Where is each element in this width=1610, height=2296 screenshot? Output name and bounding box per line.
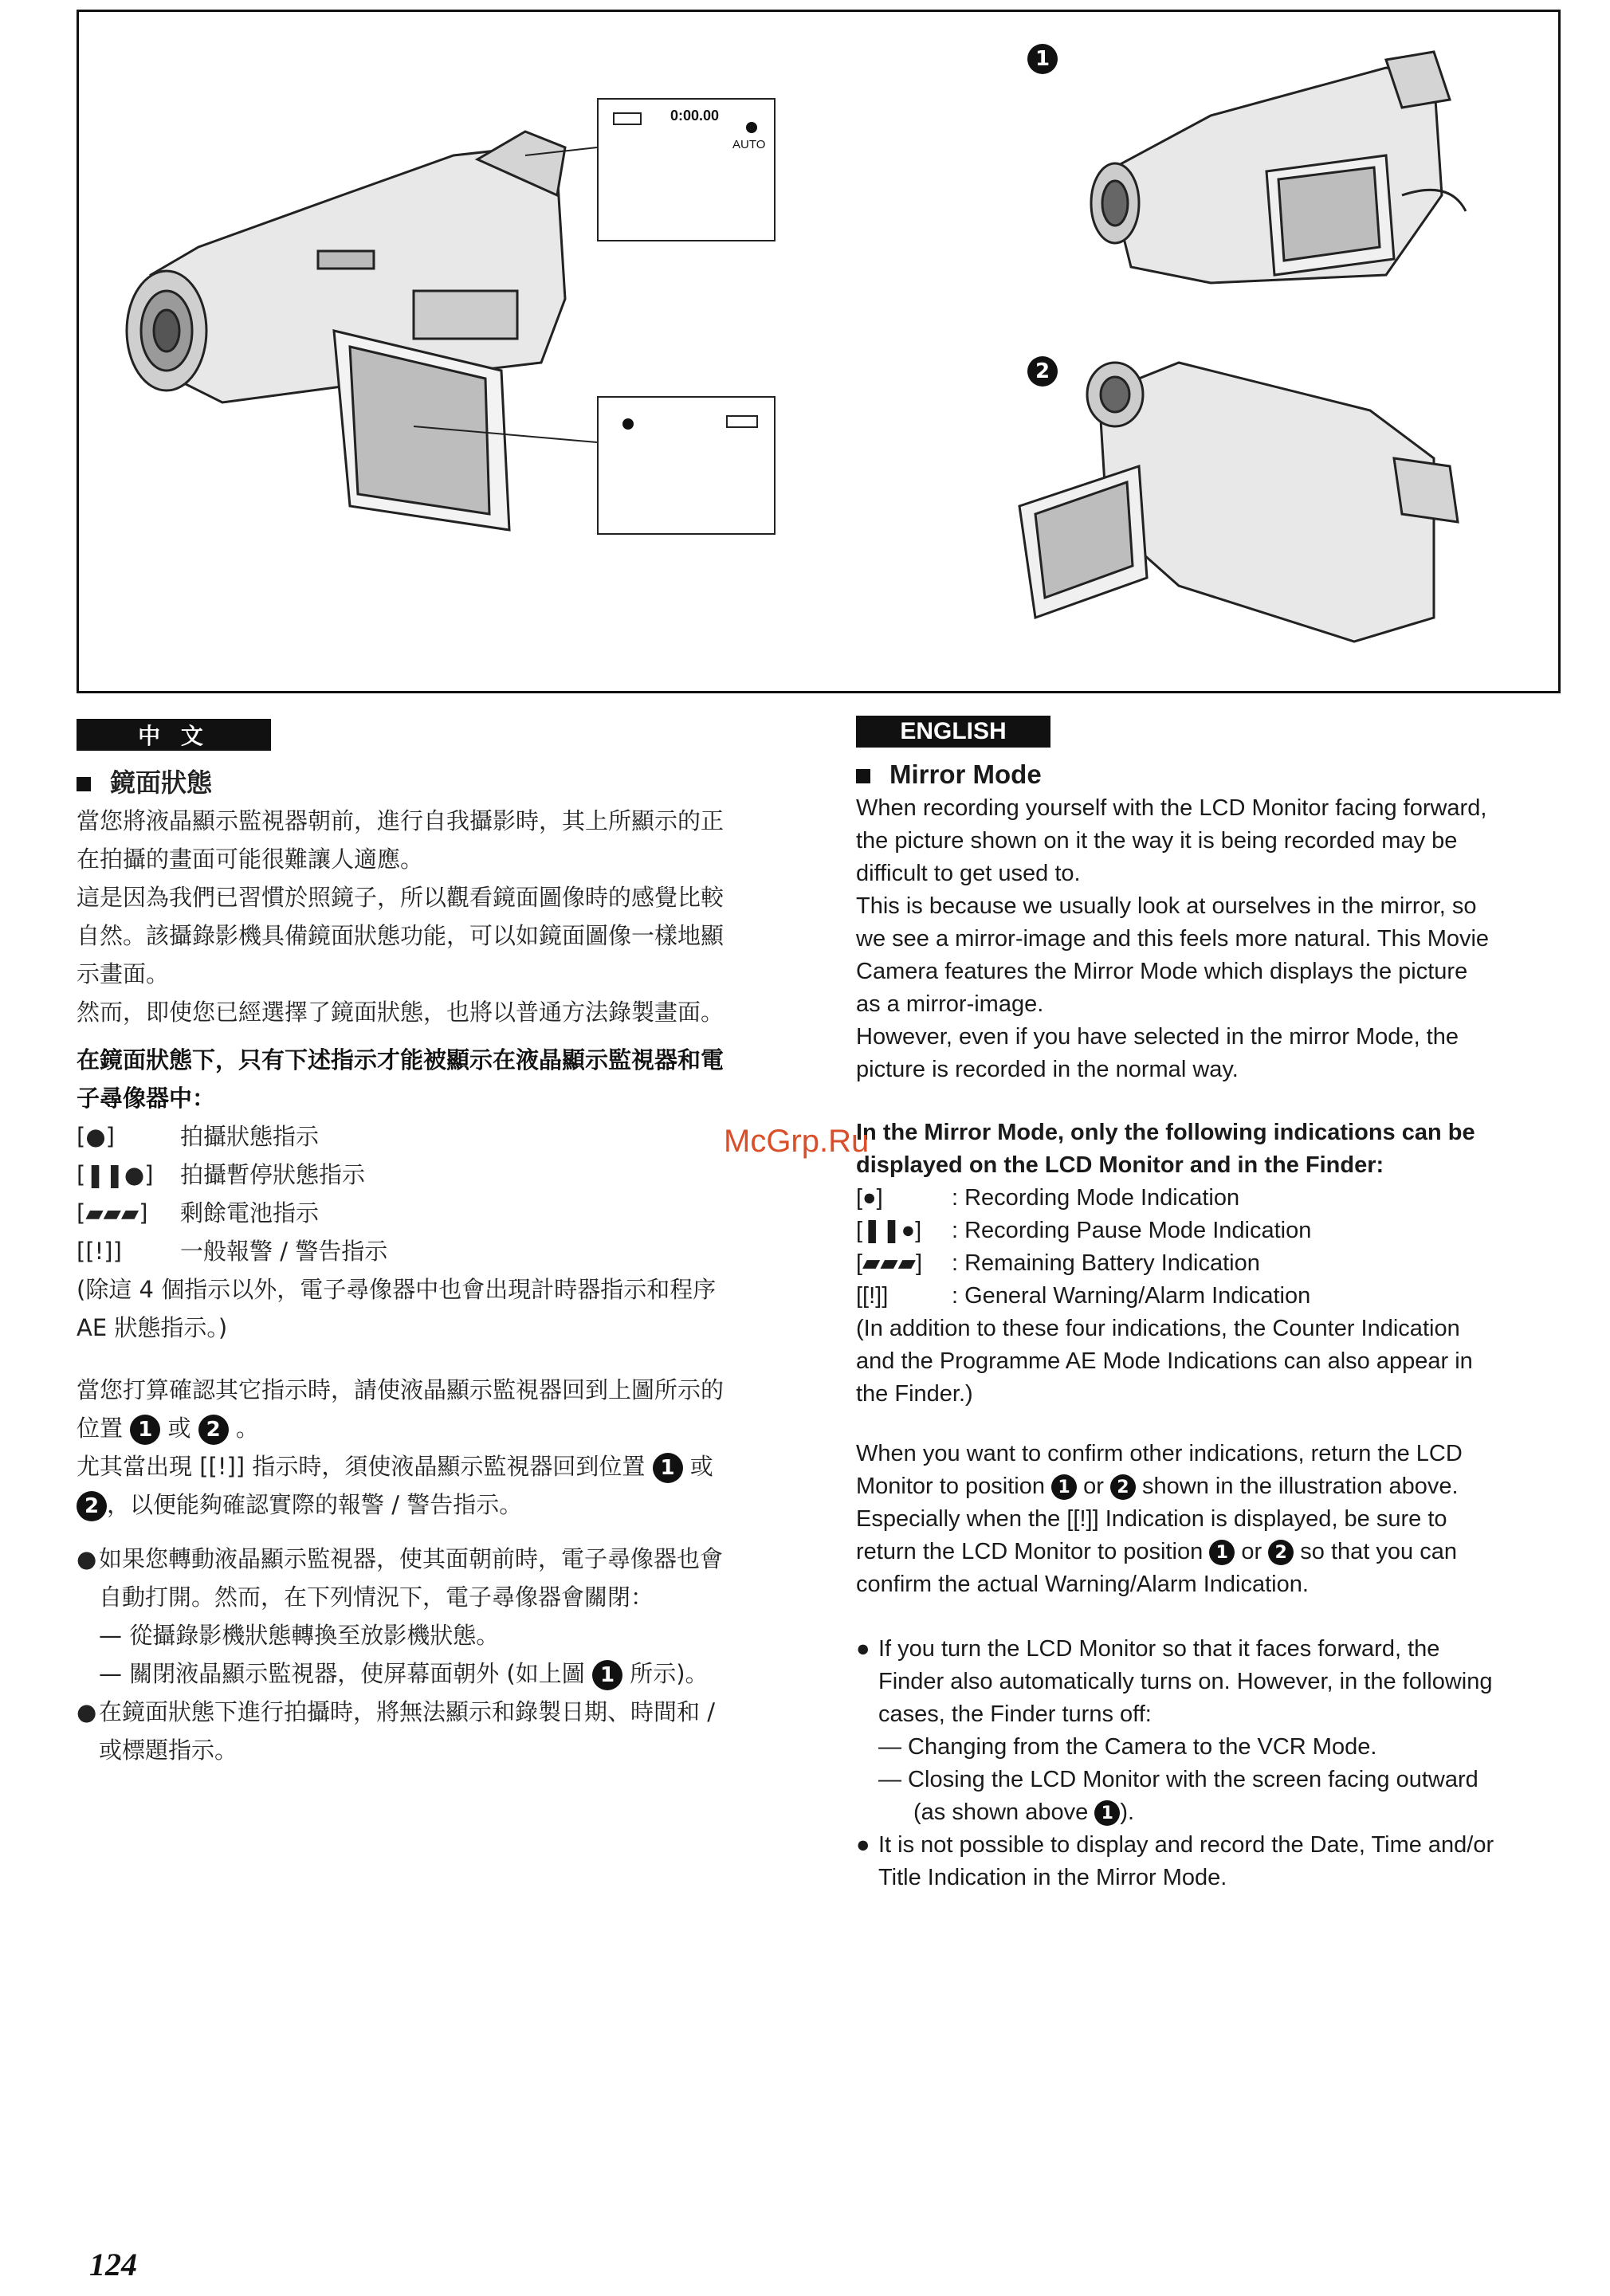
en-text: or [1083,1474,1104,1499]
marker-2-ref: 2 [77,1491,107,1521]
mode-readout: AUTO [732,138,766,151]
en-confirm-line [856,1470,1573,1503]
en-confirm-line: Especially when the [[!]] Indication is displayed, be sure to [856,1506,1447,1532]
marker-1-ref: 1 [1051,1474,1077,1500]
main-camcorder [127,131,565,530]
indication-text: 拍攝狀態指示 [180,1123,320,1150]
indication-symbol: [●] [856,1185,883,1211]
chinese-badge: 中 文 [77,719,271,751]
zh-confirm-line: 位置 1 或 2 。 [77,1409,794,1447]
zh-indications-heading: 子尋像器中： [77,1085,216,1112]
en-text: It is not possible to display and record the Date, Time and/or [878,1832,1494,1858]
zh-intro-line: 示畫面。 [77,960,170,987]
zh-confirm-line [77,1486,794,1524]
en-intro-line: This is because we usually look at ourselves in the mirror, so [856,893,1477,919]
recording-dot-icon [746,122,757,133]
zh-intro-line: 自然。該攝錄影機具備鏡面狀態功能，可以如鏡面圖像一樣地顯 [77,922,724,949]
en-text: — Closing the LCD Monitor with the screen facing outward [878,1767,1478,1792]
battery-icon [613,112,642,125]
indication-symbol: [[!]] [856,1283,889,1309]
zh-confirm-line: 當您打算確認其它指示時，請使液晶顯示監視器回到上圖所示的 [77,1376,724,1403]
indication-symbol: [❚❚●] [856,1218,922,1243]
marker-2-ref: 2 [1268,1540,1294,1565]
en-indication-row [856,1247,1573,1280]
english-badge: ENGLISH [856,716,1050,748]
en-text: ). [1120,1800,1135,1825]
indication-symbol: [●] [77,1123,115,1150]
en-intro-line: we see a mirror-image and this feels more natural. This Movie [856,926,1490,952]
chinese-heading [77,763,794,802]
en-indication-row [856,1182,1573,1215]
zh-note-line: AE 狀態指示。) [77,1314,228,1341]
en-bullet: ● If you turn the LCD Monitor so that it faces forward, the Finder also automatically turns on. However, in the following cases, the Finder turns off: — Changing from the Camera to the VCR Mode. — Closing the LCD Monitor with the screen facing outward (as shown above 1 ). [856,1633,1573,1829]
camcorder-position-2 [1019,363,1458,642]
zh-indications-heading: 在鏡面狀態下，只有下述指示才能被顯示在液晶顯示監視器和電 [77,1046,724,1073]
en-text: Monitor to position [856,1474,1045,1499]
en-text: shown in the illustration above. [1142,1474,1459,1499]
zh-indication-row [77,1194,794,1232]
marker-1-ref: 1 [592,1660,622,1690]
zh-text: 或 [167,1415,191,1442]
english-heading-text: Mirror Mode [889,759,1042,789]
figure-frame [77,10,1561,693]
battery-icon [726,415,758,428]
indication-text: : Remaining Battery Indication [952,1250,1260,1276]
indication-text: 拍攝暫停狀態指示 [180,1161,366,1188]
en-text: (as shown above [913,1800,1089,1825]
camcorder-position-1 [1091,52,1466,283]
chinese-section [77,763,794,1769]
en-indication-row [856,1280,1573,1313]
english-section [856,757,1573,1894]
marker-1-ref: 1 [653,1453,683,1483]
zh-text: 如果您轉動液晶顯示監視器，使其面朝前時，電子尋像器也會 [99,1545,724,1572]
zh-confirm-line [77,1447,794,1486]
marker-1-ref: 1 [1094,1800,1120,1826]
zh-intro-line: 在拍攝的畫面可能很難讓人適應。 [77,846,424,873]
indication-text: : General Warning/Alarm Indication [952,1283,1311,1309]
screen-inset-top [597,98,776,241]
marker-1-ref: 1 [130,1415,160,1445]
zh-text: 或標題指示。 [99,1737,238,1764]
en-note-line: the Finder.) [856,1381,973,1407]
zh-bullet: ● 在鏡面狀態下進行拍攝時，將無法顯示和錄製日期、時間和 / 或標題指示。 [77,1693,794,1769]
zh-text: 尤其當出現 [[!]] 指示時，須使液晶顯示監視器回到位置 [77,1453,646,1480]
en-intro-line: as a mirror-image. [856,991,1044,1017]
marker-2-ref: 2 [1110,1474,1136,1500]
zh-text: 自動打開。然而，在下列情況下，電子尋像器會關閉： [99,1584,654,1611]
indication-text: 剩餘電池指示 [180,1199,320,1226]
en-text: return the LCD Monitor to position [856,1539,1204,1564]
en-intro-line: However, even if you have selected in the mirror Mode, the [856,1024,1459,1050]
en-text: If you turn the LCD Monitor so that it faces forward, the [878,1636,1440,1662]
zh-intro-line: 這是因為我們已習慣於照鏡子，所以觀看鏡面圖像時的感覺比較 [77,884,724,911]
timecode-readout: 0:00.00 [670,108,720,124]
zh-text: 位置 [77,1415,124,1442]
zh-text: 在鏡面狀態下進行拍攝時，將無法顯示和錄製日期、時間和 / [99,1698,715,1725]
marker-1-ref: 1 [1209,1540,1235,1565]
en-intro-line: difficult to get used to. [856,861,1081,886]
en-text: cases, the Finder turns off: [878,1701,1152,1727]
en-confirm-line: When you want to confirm other indications, return the LCD [856,1441,1463,1466]
en-text: so that you can [1300,1539,1457,1564]
indication-symbol: [▰▰▰] [77,1199,148,1226]
en-indications-heading: In the Mirror Mode, only the following indications can be [856,1120,1475,1145]
indication-symbol: [▰▰▰] [856,1250,923,1276]
en-intro-line: Camera features the Mirror Mode which displays the picture [856,959,1468,984]
en-note-line: (In addition to these four indications, the Counter Indication [856,1316,1460,1341]
zh-intro-line: 當您將液晶顯示監視器朝前，進行自我攝影時，其上所顯示的正 [77,807,724,834]
zh-bullet: ● 如果您轉動液晶顯示監視器，使其面朝前時，電子尋像器也會 自動打開。然而，在下列情況下，電子尋像器會關閉： — 從攝錄影機狀態轉換至放影機狀態。 — 關閉液晶顯示監視器，使屏幕面朝外 (如上圖 1 所示)。 [77,1540,794,1693]
camcorder-illustration [79,12,1558,691]
en-confirm-line [856,1536,1573,1568]
en-intro-line: picture is recorded in the normal way. [856,1057,1239,1082]
recording-dot-icon [622,418,634,430]
page-number: 124 [89,2247,137,2282]
english-heading [856,757,1573,792]
en-note-line: and the Programme AE Mode Indications can also appear in [856,1348,1473,1374]
indication-text: 一般報警 / 警告指示 [180,1238,388,1265]
zh-indication-row [77,1232,794,1270]
indication-symbol: [[!]] [77,1238,122,1265]
zh-text: — 關閉液晶顯示監視器，使屏幕面朝外 (如上圖 [99,1660,585,1687]
en-text: or [1241,1539,1262,1564]
zh-text: 或 [689,1453,713,1480]
screen-inset-bottom [597,396,776,535]
en-text: Finder also automatically turns on. However, in the following [878,1669,1493,1694]
watermark: McGrp.Ru [724,1124,870,1159]
en-indication-row [856,1215,1573,1247]
en-confirm-line: confirm the actual Warning/Alarm Indication. [856,1572,1309,1597]
en-intro-line: When recording yourself with the LCD Monitor facing forward, [856,795,1487,821]
en-text: — Changing from the Camera to the VCR Mode. [878,1734,1377,1760]
en-indications-heading: displayed on the LCD Monitor and in the Finder: [856,1152,1384,1178]
zh-text: 所示)。 [630,1660,709,1687]
zh-indication-row [77,1117,794,1156]
marker-2-ref: 2 [198,1415,229,1445]
position-marker-1: 1 [1027,44,1058,74]
chinese-heading-text: 鏡面狀態 [110,767,213,798]
position-marker-2: 2 [1027,356,1058,387]
en-text: Title Indication in the Mirror Mode. [878,1865,1227,1890]
zh-intro-line: 然而，即使您已經選擇了鏡面狀態，也將以普通方法錄製畫面。 [77,999,724,1026]
indication-text: : Recording Pause Mode Indication [952,1218,1312,1243]
indication-text: : Recording Mode Indication [952,1185,1240,1211]
indication-symbol: [❚❚●] [77,1161,154,1188]
zh-text: — 從攝錄影機狀態轉換至放影機狀態。 [99,1622,500,1649]
zh-note-line: (除這 4 個指示以外，電子尋像器中也會出現計時器指示和程序 [77,1276,717,1303]
zh-indication-row [77,1156,794,1194]
en-bullet: ● It is not possible to display and record the Date, Time and/or Title Indication in the Mirror Mode. [856,1829,1573,1894]
zh-text: ，以便能夠確認實際的報警 / 警告指示。 [107,1491,523,1518]
en-intro-line: the picture shown on it the way it is being recorded may be [856,828,1458,854]
